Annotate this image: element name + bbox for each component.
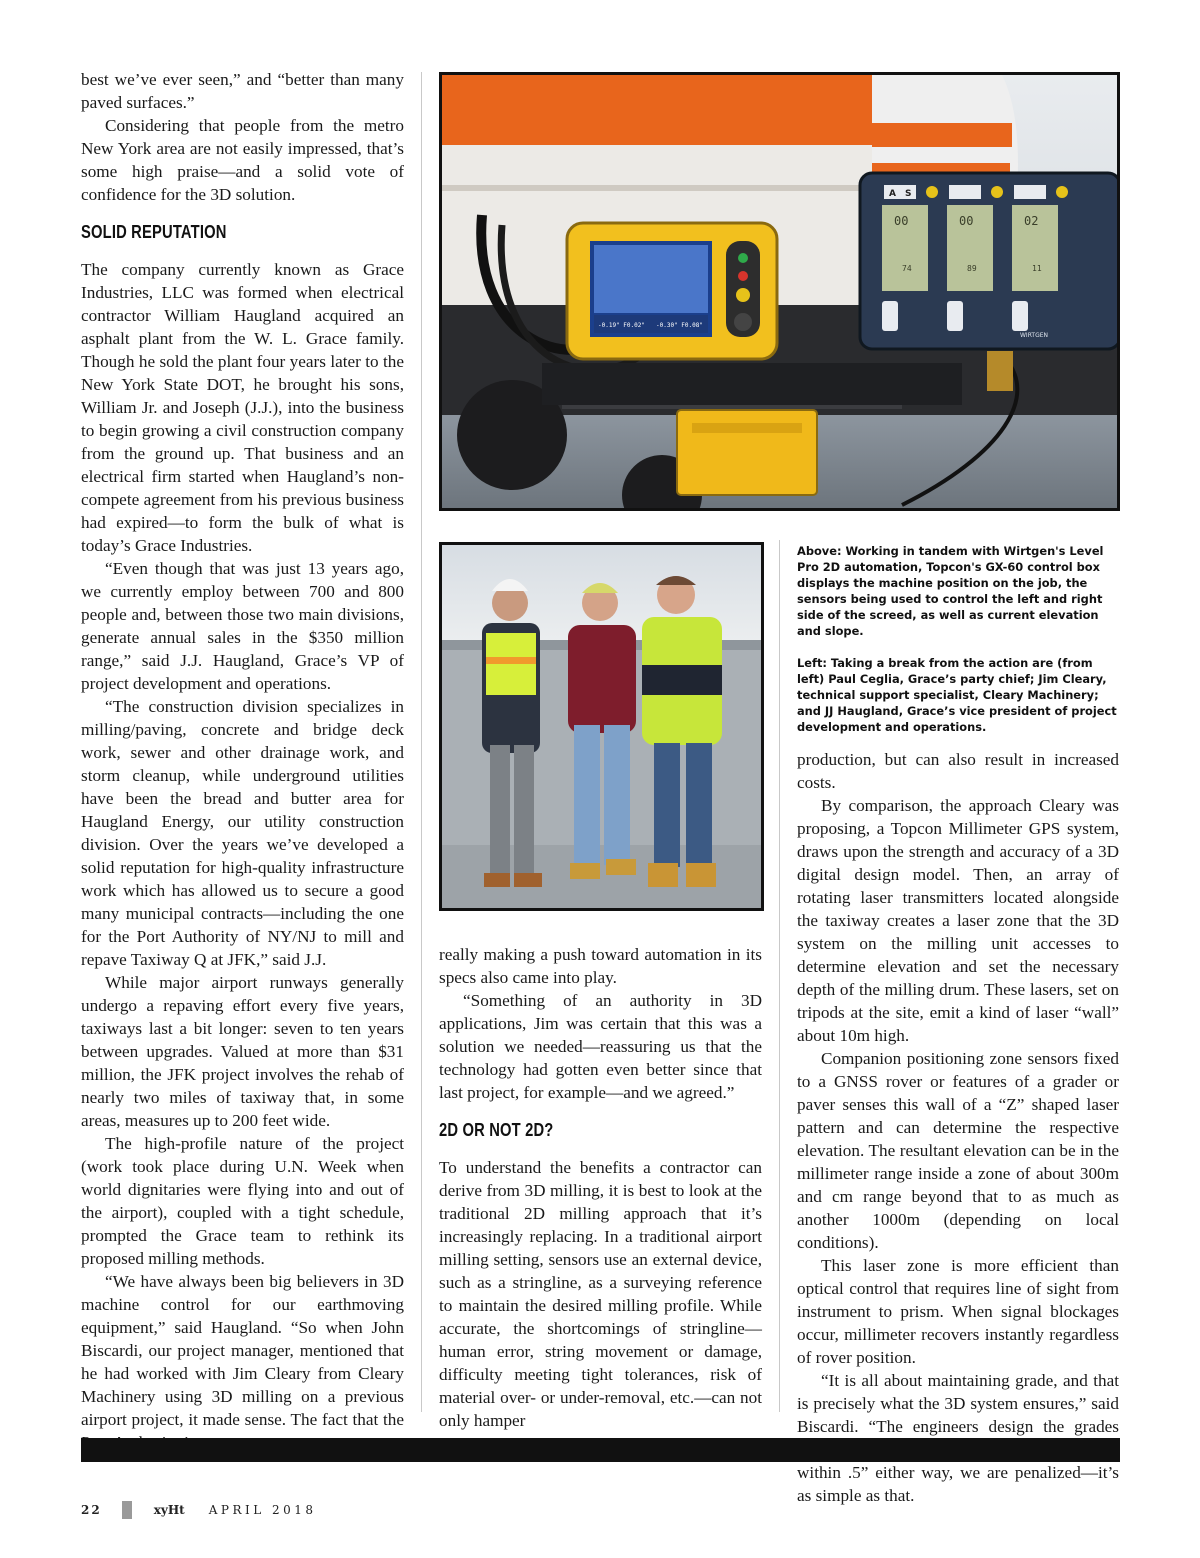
panel-sub-2: 89 — [967, 264, 977, 273]
col1-paragraph-3: The company currently known as Grace Industries, LLC was formed when electrical contractor William Haugland acquired an asphalt plant from the W. L. Grace family. Though he sold the plant four years later to the New York State DOT, he brought his sons, William Jr. and Joseph (J.J.), into the business to begin growing a civil construction company from the ground up. That business and an electrical firm started when Haugland’s non-compete agreement from his previous business had expired—to form the bulk of what is today’s Grace Industries. — [81, 260, 404, 555]
col1-paragraph-1: best we’ve ever seen,” and “better than many paved surfaces.” — [81, 70, 404, 112]
col1-paragraph-7: The high-profile nature of the project (work took place during U.N. Week when world dignitaries were flying into and out of the airport), coupled with a tight schedule, prompted the Grace team to rethink its proposed milling methods. — [81, 1134, 404, 1268]
photo-control-box — [439, 72, 1120, 511]
page-footer — [81, 1500, 317, 1520]
column-divider-1 — [421, 72, 422, 1412]
control-box-illustration — [442, 75, 1117, 508]
footer-separator-block — [122, 1501, 132, 1519]
magazine-name: xyHt — [153, 1503, 185, 1517]
photo-captions — [797, 543, 1121, 735]
photo-three-men — [439, 542, 764, 911]
panel-sub-1: 74 — [902, 264, 912, 273]
gx60-screen-readout-right: -0.30" F0.08" — [656, 322, 703, 329]
issue-date: APRIL 2018 — [208, 1503, 317, 1517]
col3-paragraph-3: Companion positioning zone sensors fixed to a GNSS rover or features of a grader or paver senses this wall of a “Z” shaped laser pattern and can determine the respective elevation. The resultant elevation can be in the millimeter range inside a zone of about 300m and cm range beyond that to as much as another 1000m (depending on local conditions). — [797, 1049, 1119, 1252]
col2-paragraph-3: To understand the benefits a contractor can derive from 3D milling, it is best to look at the traditional 2D milling approach that it’s increasingly replacing. In a traditional airport milling setting, sensors use an external device, such as a stringline, as a surveying reference to maintain the desired milling profile. While accurate, the shortcomings of stringline—human error, string movement or damage, difficulty meeting tight tolerances, risk of material over- or under-removal, etc.—can not only hamper — [439, 1158, 762, 1430]
group-portrait-illustration — [442, 545, 761, 908]
col3-paragraph-5: “It is all about maintaining grade, and that is precisely what the 3D system ensures,” said Biscardi. “The engineers design the grades within .5” either way, we are penalized—it’s as simple as that. — [797, 1371, 1119, 1505]
col1-paragraph-8: “We have always been big believers in 3D machine control for our earthmoving equipment,” said Haugland. “So when John Biscardi, our project manager, mentioned that he had worked with Jim Cleary from Cleary Machinery using 3D milling on a previous airport project, it made sense. The fact that the — [81, 1272, 404, 1429]
col1-paragraph-6: While major airport runways generally undergo a repaving effort every five years, taxiways last a bit longer: seven to ten years between upgrades. Valued at more than $31 million, the JFK project involves the rehab of nearly two miles of taxiway that, in some areas, measures up to 200 feet wide. — [81, 973, 404, 1130]
bottom-black-bar — [81, 1438, 1120, 1462]
wirtgen-brand-label: WIRTGEN — [1020, 332, 1049, 339]
col3-paragraph-2: By comparison, the approach Cleary was proposing, a Topcon Millimeter GPS system, draws upon the strength and accuracy of a 3D digital design model. Then, an array of rotating laser transmitters located alongside the taxiway creates a laser zone that the 3D system on the milling unit accesses to determine elevation and set the necessary depth of the milling drum. These lasers, set on tripods at the site, emit a kind of laser “wall” about 10m high. — [797, 796, 1119, 1045]
gx60-screen-readout-left: -0.19" F0.02" — [598, 322, 645, 329]
caption-left: Left: Taking a break from the action are (from left) Paul Ceglia, Grace’s party chief; Jim Cleary, technical support specialist, Cleary Machinery; and JJ Haugland, Grace’s vice president of project development and operations. — [797, 656, 1117, 734]
caption-above: Above: Working in tandem with Wirtgen's Level Pro 2D automation, Topcon's GX-60 control box displays the machine position on the job, the sensors being used to control the left and right side of the screed, as well as current elevation and slope. — [797, 544, 1104, 638]
column-2 — [439, 943, 762, 1432]
panel-value-3: 02 — [1024, 214, 1039, 228]
panel-button-s: S — [905, 189, 912, 199]
column-3 — [797, 748, 1119, 1507]
page-number: 22 — [81, 1503, 102, 1517]
col1-paragraph-2: Considering that people from the metro New York area are not easily impressed, that’s some high praise—and a solid vote of confidence for the 3D solution. — [81, 116, 404, 204]
col2-paragraph-2: “Something of an authority in 3D applications, Jim was certain that this was a solution we needed—reassuring us that the technology had gotten even better since that last project, for example—and we agreed.” — [439, 991, 762, 1102]
col3-paragraph-1: production, but can also result in increased costs. — [797, 750, 1119, 792]
column-divider-2 — [779, 540, 780, 1412]
panel-value-1: 00 — [894, 214, 909, 228]
panel-sub-3: 11 — [1032, 264, 1042, 273]
col1-paragraph-4: “Even though that was just 13 years ago, we currently employ between 700 and 800 people and, between those two main divisions, generate annual sales in the $350 million range,” said J.J. Haugland, Grace’s VP of project development and operations. — [81, 559, 404, 693]
section-heading-solid-reputation: SOLID REPUTATION — [81, 221, 227, 242]
section-heading-2d-or-not-2d: 2D OR NOT 2D? — [439, 1119, 554, 1140]
col2-paragraph-1: really making a push toward automation in its specs also came into play. — [439, 945, 762, 987]
col1-paragraph-5: “The construction division specializes in milling/paving, concrete and bridge deck work, sewer and other drainage work, and storm cleanup, while underground utilities have been the bread and butter area for Haugland Energy, our utility construction division. Over the years we’ve developed a solid reputation for high-quality infrastructure work which has allowed us to secure a good many municipal contracts—including the one for the Port Authority of NY/NJ to mill and repave Taxiway Q at JFK,” said J.J. — [81, 697, 404, 969]
panel-value-2: 00 — [959, 214, 974, 228]
column-1 — [81, 68, 404, 1454]
panel-button-a: A — [889, 189, 896, 199]
col3-paragraph-4: This laser zone is more efficient than optical control that requires line of sight from instrument to prism. When signal blockages occur, millimeter recovers instantly regardless of rover position. — [797, 1256, 1119, 1367]
